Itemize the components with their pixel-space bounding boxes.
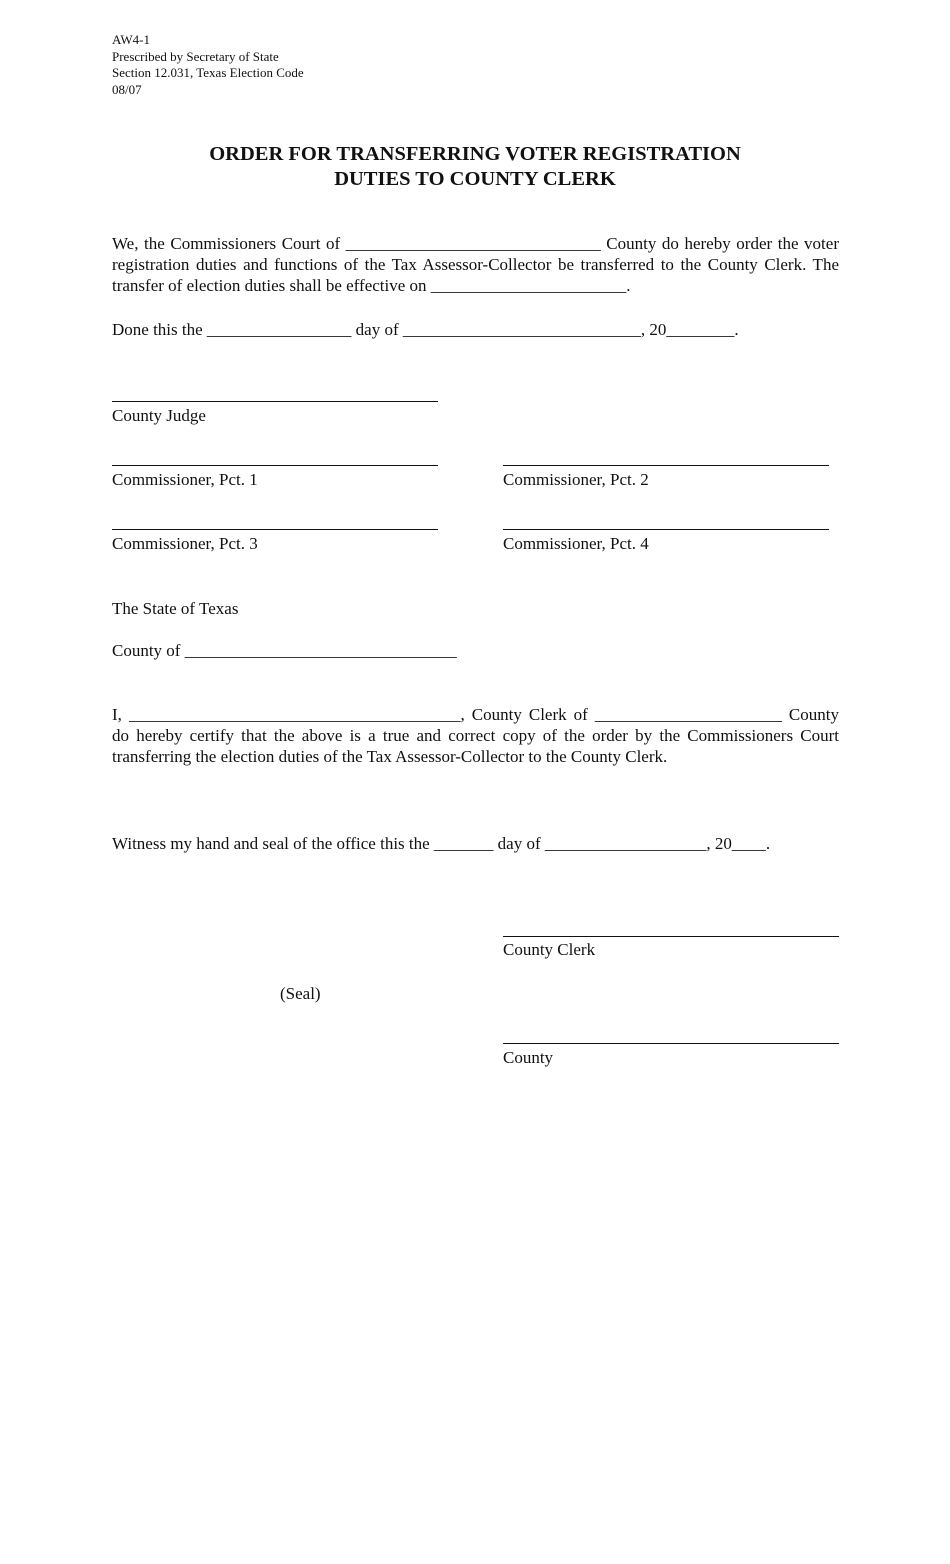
commissioner-pct2-label: Commissioner, Pct. 2	[503, 470, 649, 489]
county-clerk-signature-line[interactable]	[503, 936, 839, 937]
county-clerk-label: County Clerk	[503, 940, 596, 959]
county-judge-label: County Judge	[112, 406, 206, 425]
seal-label: (Seal)	[280, 984, 321, 1003]
commissioner-pct1-signature-line[interactable]	[112, 465, 438, 466]
form-metadata	[112, 32, 304, 98]
title-line-2: DUTIES TO COUNTY CLERK	[334, 168, 616, 190]
county-label: County	[503, 1048, 554, 1067]
commissioner-pct4-label: Commissioner, Pct. 4	[503, 534, 649, 553]
state-of-texas: The State of Texas	[112, 599, 239, 618]
commissioner-pct1-label: Commissioner, Pct. 1	[112, 470, 258, 489]
certify-paragraph: I, _______________________________________, County Clerk of ______________________ County do hereby certify that the above is a true and correct copy of the order by the Commissioners Court transferring the election duties of the Tax Assessor-Collector to the County Clerk.	[112, 705, 839, 767]
county-judge-signature-line[interactable]	[112, 401, 438, 402]
county-of-line: County of ________________________________	[112, 641, 457, 660]
form-id: AW4-1	[112, 32, 150, 47]
prescribed-by: Prescribed by Secretary of State	[112, 48, 279, 64]
commissioner-pct3-label: Commissioner, Pct. 3	[112, 534, 258, 553]
code-section: Section 12.031, Texas Election Code	[112, 65, 304, 80]
page-title	[0, 142, 950, 192]
commissioner-pct3-signature-line[interactable]	[112, 529, 438, 530]
witness-line: Witness my hand and seal of the office this the _______ day of ___________________, 20____.	[112, 834, 771, 853]
commissioner-pct2-signature-line[interactable]	[503, 465, 829, 466]
form-date: 08/07	[112, 81, 142, 97]
commissioner-pct4-signature-line[interactable]	[503, 529, 829, 530]
title-line-1: ORDER FOR TRANSFERRING VOTER REGISTRATION	[209, 143, 741, 165]
done-this-line: Done this the _________________ day of ____________________________, 20________.	[112, 320, 739, 339]
county-signature-line[interactable]	[503, 1043, 839, 1044]
order-paragraph: We, the Commissioners Court of ______________________________ County do hereby order the voter registration duties and functions of the Tax Assessor-Collector be transferred to the County Clerk. The transfer of election duties shall be effective on _______________________.	[112, 234, 839, 296]
